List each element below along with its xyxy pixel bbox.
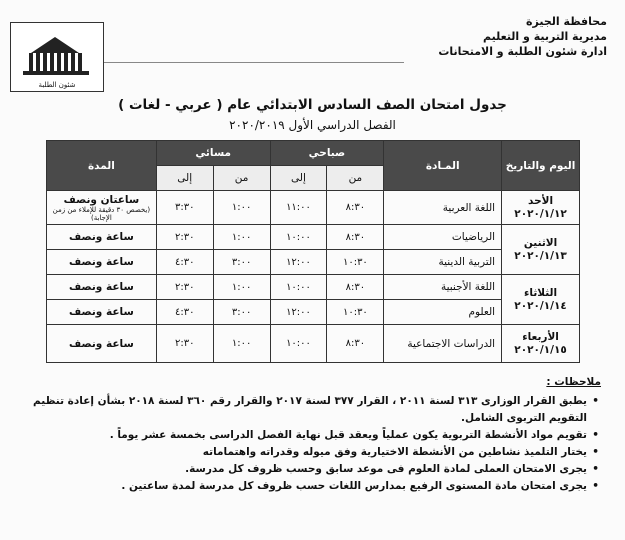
page-subtitle: الفصل الدراسي الأول ٢٠٢٠/٢٠١٩ (229, 118, 396, 132)
header-morning-to: إلى (270, 166, 327, 191)
list-item: • يختار التلميذ نشاطين من الأنشطة الاختيارية وفق ميوله وقدراته واهتماماته (21, 444, 587, 461)
exam-date: ٢٠٢٠/١/١٥ (514, 343, 567, 356)
duration-cell: ساعة ونصف (47, 225, 157, 250)
subject-cell: التربية الدينية (384, 250, 502, 275)
subject-cell: الرياضيات (384, 225, 502, 250)
evening-to-cell: ٢:٣٠ (156, 225, 213, 250)
evening-to-cell: ٢:٣٠ (156, 275, 213, 300)
morning-from-cell: ١٠:٣٠ (327, 300, 384, 325)
duration-cell (47, 191, 157, 225)
table-row (47, 225, 580, 250)
morning-to-cell: ١٠:٠٠ (270, 325, 327, 363)
evening-from-cell: ٣:٠٠ (213, 300, 270, 325)
day-date-cell (502, 325, 580, 363)
evening-to-cell: ٤:٣٠ (156, 300, 213, 325)
table-header-row (47, 141, 580, 166)
notes-heading: ملاحظات : (546, 376, 601, 388)
morning-to-cell: ١١:٠٠ (270, 191, 327, 225)
header-evening-from: من (213, 166, 270, 191)
table-row (47, 250, 580, 275)
subject-cell: اللغة الأجنبية (384, 275, 502, 300)
evening-from-cell: ٣:٠٠ (213, 250, 270, 275)
logo-caption: شئون الطلبة (38, 81, 76, 89)
table-row (47, 191, 580, 225)
morning-to-cell: ١٠:٠٠ (270, 275, 327, 300)
header-line-governorate: محافظة الجيزة (526, 15, 607, 28)
header-rule (104, 62, 404, 63)
exam-date: ٢٠٢٠/١/١٣ (514, 249, 567, 262)
morning-from-cell: ٨:٣٠ (327, 191, 384, 225)
morning-to-cell: ١٢:٠٠ (270, 300, 327, 325)
evening-from-cell: ١:٠٠ (213, 225, 270, 250)
day-name: الاثنين (523, 236, 558, 249)
day-date-cell (502, 191, 580, 225)
exam-date: ٢٠٢٠/١/١٢ (514, 207, 567, 220)
list-item: • يجرى الامتحان العملى لمادة العلوم فى موعد سابق وحسب ظروف كل مدرسة. (21, 461, 587, 478)
duration-cell: ساعة ونصف (47, 250, 157, 275)
subject-cell: الدراسات الاجتماعية (384, 325, 502, 363)
table-row (47, 275, 580, 300)
day-name: الأربعاء (522, 330, 559, 343)
duration-cell: ساعة ونصف (47, 300, 157, 325)
day-date-cell (502, 275, 580, 325)
day-name: الأحد (528, 194, 554, 207)
evening-from-cell: ١:٠٠ (213, 275, 270, 300)
day-name: الثلاثاء (524, 286, 558, 299)
subject-cell: العلوم (384, 300, 502, 325)
evening-to-cell: ٤:٣٠ (156, 250, 213, 275)
dictation-note: (يخصص ٣٠ دقيقة للإملاء من زمن الإجابة) (52, 205, 151, 222)
header-morning: صباحي (270, 141, 384, 166)
header-day-date: اليوم والتاريخ (502, 141, 580, 191)
subject-cell: اللغة العربية (384, 191, 502, 225)
logo-base-shape (23, 71, 89, 75)
morning-from-cell: ٨:٣٠ (327, 325, 384, 363)
morning-from-cell: ٨:٣٠ (327, 225, 384, 250)
issuer-header (407, 14, 607, 59)
evening-from-cell: ١:٠٠ (213, 191, 270, 225)
header-line-administration: ادارة شئون الطلبة و الامتحانات (438, 45, 607, 58)
exam-date: ٢٠٢٠/١/١٤ (514, 299, 567, 312)
header-morning-from: من (327, 166, 384, 191)
table-row (47, 325, 580, 363)
exam-schedule-table (46, 140, 580, 363)
evening-from-cell: ١:٠٠ (213, 325, 270, 363)
header-duration: المدة (47, 141, 157, 191)
evening-to-cell: ٣:٣٠ (156, 191, 213, 225)
page-title: جدول امتحان الصف السادس الابتدائي عام ( عربي - لغات ) (118, 97, 507, 113)
logo-roof-shape (31, 37, 79, 53)
header-line-directorate: مديرية التربية و التعليم (483, 30, 607, 43)
morning-to-cell: ١٢:٠٠ (270, 250, 327, 275)
notes-section (21, 374, 601, 495)
table-row (47, 300, 580, 325)
duration-cell: ساعة ونصف (47, 325, 157, 363)
morning-to-cell: ١٠:٠٠ (270, 225, 327, 250)
header-evening-to: إلى (156, 166, 213, 191)
evening-to-cell: ٢:٣٠ (156, 325, 213, 363)
duration-text: ساعتان ونصف (63, 193, 140, 206)
morning-from-cell: ٨:٣٠ (327, 275, 384, 300)
header-evening: مسائي (156, 141, 270, 166)
duration-cell: ساعة ونصف (47, 275, 157, 300)
notes-list (21, 393, 601, 495)
list-item: • يطبق القرار الوزارى ٣١٣ لسنة ٢٠١١ ، القرار ٣٧٧ لسنة ٢٠١٧ والقرار رقم ٣٦٠ لسنة ٢٠١٨ بشأن إعادة تنظيم التقويم التربوى الشامل. (21, 393, 587, 427)
administration-logo (10, 22, 104, 92)
morning-from-cell: ١٠:٣٠ (327, 250, 384, 275)
logo-building-shape (29, 53, 83, 71)
list-item: • تقويم مواد الأنشطة التربوية يكون عملياً ويعقد قبل نهاية الفصل الدراسى بخمسة عشر يوماً . (21, 427, 587, 444)
list-item: • يجرى امتحان مادة المستوى الرفيع بمدارس اللغات حسب ظروف كل مدرسة لمدة ساعتين . (21, 478, 587, 495)
day-date-cell (502, 225, 580, 275)
header-subject: المـادة (384, 141, 502, 191)
